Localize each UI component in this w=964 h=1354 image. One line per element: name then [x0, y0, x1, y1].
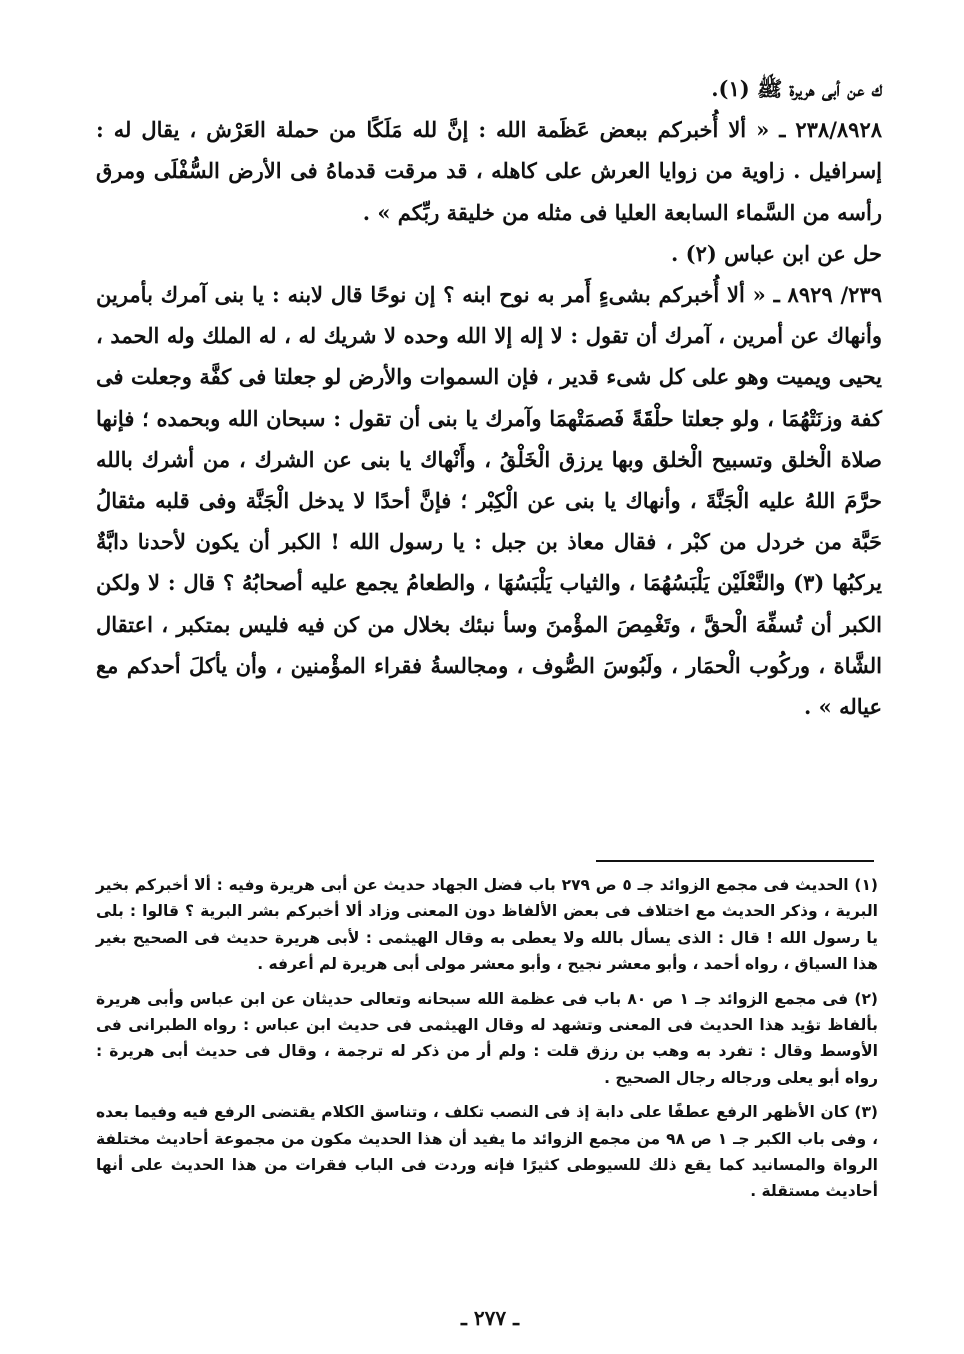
footnotes — [96, 872, 878, 1213]
footnote-3: (٣) كان الأظهر الرفع عطفًا على دابة إذ فى النصب تكلف ، وتناسق الكلام يقتضى الرفع فيه وفيما بعده ، وفى باب الكبر جـ ١ ص ٩٨ من مجمع الزوائد ما يفيد أن هذا الحديث مكون من مجموعة أحاديث مختلفة الرواة والمسانيد كما يقع ذلك للسيوطى كثيرًا فإنه وردت فى الباب فقرات من هذا الحديث على أنها أحاديث مستقلة . — [96, 1103, 878, 1201]
hadith-8929: ٢٣٩/ ٨٩٢٩ ـ « ألا أُخبركم بشىءٍ أَمر به نوح ابنه ؟ إن نوحًا قال لابنه : يا بنى آمرك بأمرين وأنهاك عن أمرين ، آمرك أن تقول : لا إله إلا الله وحده لا شريك له ، له الملك وله الحمد ، يحيى ويميت وهو على كل شىء قدير ، فإن السموات والأرض لو جعلتا فى كفَّة وجعلت فى كفة وزنَتْهُمَا ، ولو جعلتا حلْقَةً فَصمَتْهمَا وآمرك يا بنى أن تقول : سبحان الله وبحمده ؛ فإنها صلاة الْخلق وتسبيح الْخلق وبها يرزق الْخَلْقُ ، وأَنْهاك يا بنى عن الشرك ، من أشرك بالله حرَّمَ اللهُ عليه الْجَنَّةَ ، وأنهاك يا بنى عن الْكِبْر ؛ فإنَّ أحدًا لا يدخل الْجَنَّة وفى قلبه مثقالُ حَبَّة من خردل من كبْر ، فقال معاذ بن جبل : يا رسول الله ! الكبر أن يكون لأحدنا دابَّةٌ يركبُها (٣) والنَّعْلَيْن يَلْبَسُهُمَا ، والثياب يَلْبَسُهَا ، والطعامُ يجمع عليه أصحابُهُ ؟ قال : لا ولكن الكبر أن تُسفِّهَ الْحقَّ ، وتَغْمِصَ المؤْمنَ وسأ نبئك بخلال من كن فيه فليس بمتكبر ، اعتقال الشَّاة ، وركُوب الْحمَار ، ولَبُوسَ الصُّوف ، ومجالسةُ فقراء المؤْمنين ، وأن يأكلَ أحدكم مع عياله » . — [96, 282, 882, 720]
page-number: ـ ٢٧٧ ـ — [461, 1306, 519, 1330]
main-text — [96, 68, 882, 727]
footnote-1: (١) الحديث فى مجمع الزوائد جـ ٥ ص ٢٧٩ باب فضل الجهاد حديث عن أبى هريرة وفيه : ألا أخبركم بخير البرية ، وذكر الحديث مع اختلاف فى بعض الألفاظ دون المعنى وزاد ألا أخبركم بشر البرية ؟ قالوا : بلى يا رسول الله ! قال : الذى يسأل بالله ولا يعطى به وقال الهيثمى : لأبى هريرة حديث فى الصحيح بغير هذا السياق ، رواه أحمد ، وأبو معشر نجيح ، وأبو معشر مولى أبى هريرة لم أعرفه . — [96, 876, 878, 974]
footnote-2: (٢) فى مجمع الزوائد جـ ١ ص ٨٠ باب فى عظمة الله سبحانه وتعالى حديثان عن ابن عباس وأبى هريرة بألفاظ تؤيد هذا الحديث فى المعنى وتشهد له وقال الهيثمى فى حديث ابن عباس : رواه الطبرانى فى الأوسط وقال : تفرد به وهب بن رزق قلت : ولم أر من ذكر له ترجمة ، وقال فى حديث أبى هريرة : رواه أبو يعلى ورجاله رجال الصحيح . — [96, 989, 878, 1087]
hadith-8928: ٢٣٨/٨٩٢٨ ـ « ألا أُخبركم ببعض عَظَمة الله : إنَّ لله مَلَكًا من حملة العَرْش ، يقال له : إسرافيل . زاوية من زوايا العرش على كاهله ، قد مرقت قدماهُ فى الأرض السُّفْلَى ومرق رأسه من السَّماء السابعة العليا فى مثله من خليقة ربِّكم » . — [96, 117, 882, 225]
footnote-divider — [596, 860, 874, 862]
source-line-1: ك عن أبى هريرة ﷺ (١). — [711, 76, 882, 101]
source-line-2: حل عن ابن عباس (٢) . — [671, 240, 882, 266]
